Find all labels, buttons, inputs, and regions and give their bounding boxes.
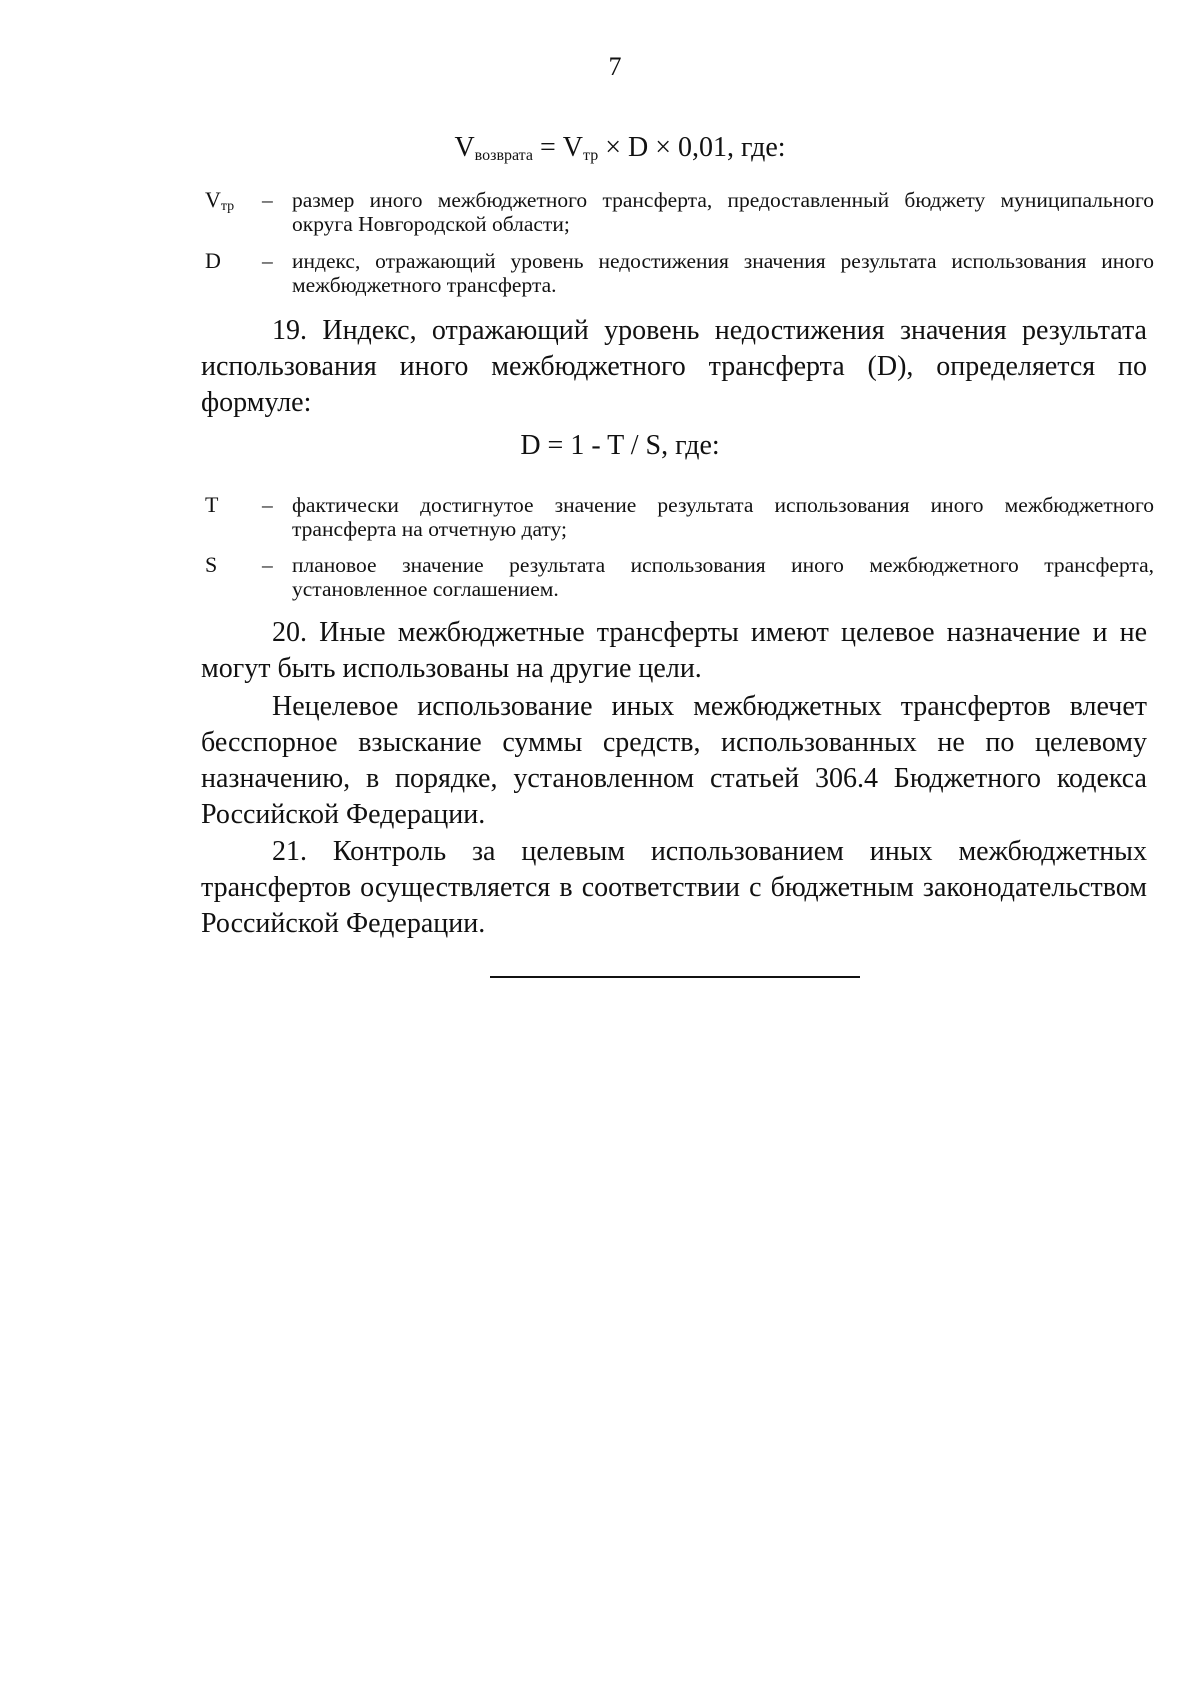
formula-lhs-subscript: возврата: [474, 147, 533, 164]
definition-t: [205, 492, 1154, 541]
formula-rhs-subscript: тр: [583, 147, 599, 164]
definition-symbol-subscript: тр: [220, 199, 235, 214]
definition-text: плановое значение результата использования иного межбюджетного трансферта, установленное соглашением.: [292, 553, 1154, 601]
definition-vtr: [205, 187, 1154, 236]
definition-s: [205, 552, 1154, 601]
paragraph-20: 20. Иные межбюджетные трансферты имеют целевое назначение и не могут быть использованы на другие цели.: [201, 617, 1147, 684]
definition-symbol: [205, 188, 234, 219]
definition-dash: –: [262, 188, 273, 212]
page-number: 7: [608, 52, 622, 81]
paragraph-21: 21. Контроль за целевым использованием иных межбюджетных трансфертов осуществляется в соответствии с бюджетным законодательством Российской Федерации.: [201, 836, 1147, 939]
paragraph-20-misuse: Нецелевое использование иных межбюджетных трансфертов влечет бесспорное взыскание суммы средств, использованных не по целевому назначению, в порядке, установленном статьей 306.4 Бюджетного кодекса Российской Федерации.: [201, 691, 1147, 830]
definition-dash: –: [262, 493, 273, 517]
formula-return-amount: [0, 132, 1200, 165]
definition-symbol: T: [205, 492, 219, 517]
definition-dash: –: [262, 553, 273, 577]
formula-rest: × D × 0,01, где:: [598, 132, 786, 163]
paragraph-19: 19. Индекс, отражающий уровень недостижения значения результата использования иного межбюджетного трансферта (D), определяется по формуле:: [201, 315, 1147, 418]
definition-dash: –: [262, 249, 273, 273]
formula-lhs-symbol: V: [454, 132, 475, 163]
definition-symbol: S: [205, 552, 218, 577]
formula-index: D = 1 - T / S, где:: [520, 430, 720, 461]
definition-symbol: D: [205, 248, 221, 273]
definition-symbol-main: V: [205, 187, 221, 212]
definition-text: фактически достигнутое значение результата использования иного межбюджетного трансферта на отчетную дату;: [292, 493, 1154, 541]
definition-text: размер иного межбюджетного трансферта, предоставленный бюджету муниципального округа Новгородской области;: [292, 188, 1154, 236]
definition-text: индекс, отражающий уровень недостижения значения результата использования иного межбюджетного трансферта.: [292, 249, 1154, 297]
closing-divider-line: [490, 976, 860, 978]
formula-equals: =: [532, 132, 563, 163]
formula-rhs-symbol: V: [562, 132, 583, 163]
definition-d: [205, 248, 1154, 297]
